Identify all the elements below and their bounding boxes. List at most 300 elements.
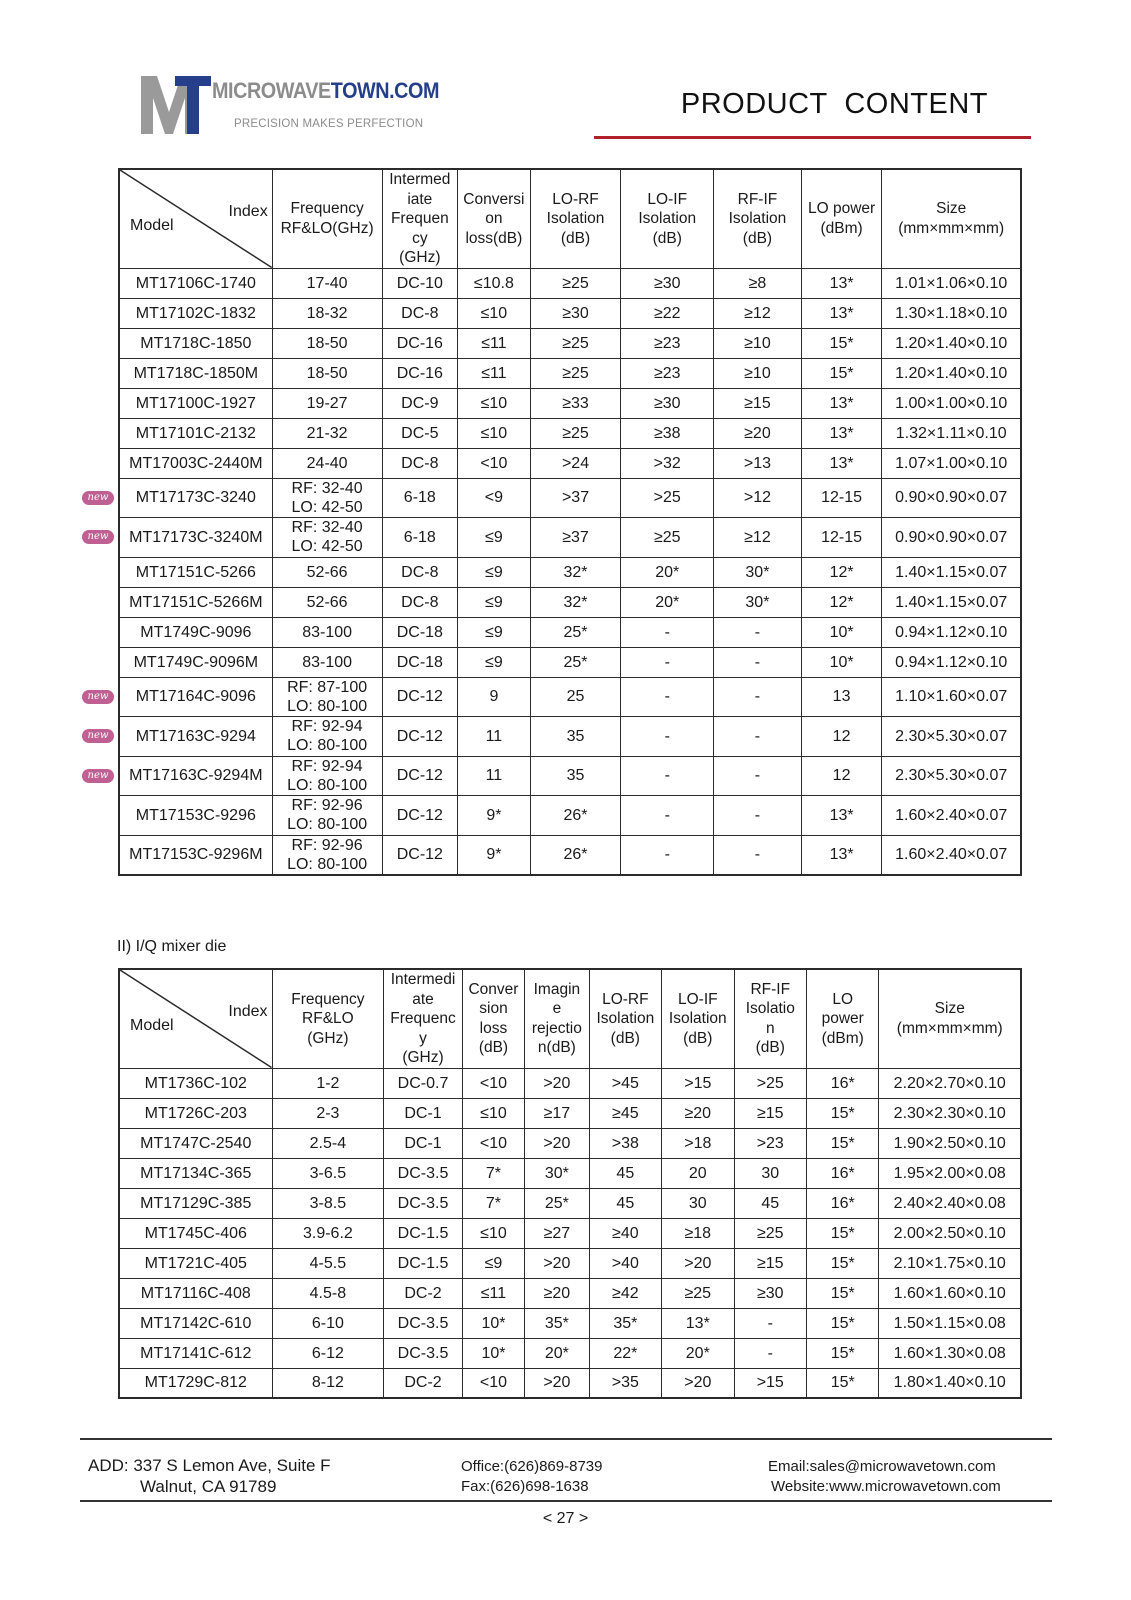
frequency-cell <box>272 617 382 647</box>
cell-lop: 15* <box>807 1308 879 1338</box>
cell-rfif: >12 <box>714 478 802 518</box>
frequency-line: LO: 80-100 <box>287 855 368 873</box>
cell-size: 1.30×1.18×0.10 <box>882 298 1021 328</box>
cell-conv: ≤10 <box>462 1098 524 1128</box>
cell-loif: ≥38 <box>621 418 714 448</box>
model-cell <box>87 756 272 796</box>
column-header-line: LO-IF <box>647 190 688 208</box>
cell-rfif: ≥10 <box>714 358 802 388</box>
cell-rfif: - <box>714 617 802 647</box>
cell-model: MT17116C-408 <box>119 1278 272 1308</box>
cell-conv: ≤10.8 <box>458 268 531 298</box>
cell-if: DC-12 <box>382 796 458 836</box>
cell-conv: ≤9 <box>458 647 531 677</box>
cell-model: MT17142C-610 <box>119 1308 272 1338</box>
cell-lop: 12 <box>801 756 882 796</box>
column-header <box>801 169 882 268</box>
cell-conv: ≤9 <box>458 518 531 558</box>
cell-conv: 9* <box>458 835 531 875</box>
cell-size: 1.00×1.00×0.10 <box>882 388 1021 418</box>
cell-lorf: ≥33 <box>530 388 621 418</box>
cell-loif: >20 <box>662 1248 734 1278</box>
column-header-line: LO-RF <box>552 190 599 208</box>
cell-lorf: 25 <box>530 677 621 717</box>
cell-if: DC-10 <box>382 268 458 298</box>
frequency-line: 21-32 <box>306 424 348 442</box>
column-header-line: Size <box>936 200 967 218</box>
column-header-line: (dBm) <box>821 1029 864 1047</box>
logo-tagline: PRECISION MAKES PERFECTION <box>234 118 424 130</box>
cell-lop: 15* <box>807 1368 879 1398</box>
cell-lorf: >35 <box>589 1368 661 1398</box>
cell-lop: 12 <box>801 717 882 757</box>
column-header-line: loss <box>479 1019 508 1037</box>
cell-if: DC-8 <box>382 557 458 587</box>
new-badge: new <box>82 769 114 783</box>
model-cell <box>119 328 272 358</box>
cell-freq: 4.5-8 <box>272 1278 384 1308</box>
cell-loif: 20 <box>662 1158 734 1188</box>
model-name: MT17153C-9296M <box>129 846 263 863</box>
footer-fax: Fax:(626)698-1638 <box>461 1478 589 1495</box>
cell-lorf: 35 <box>530 717 621 757</box>
model-name: MT17100C-1927 <box>135 394 256 412</box>
cell-if: DC-8 <box>382 448 458 478</box>
column-header <box>621 169 714 268</box>
cell-conv: 11 <box>458 717 531 757</box>
cell-img: 35* <box>525 1308 589 1338</box>
column-header-line: LO power <box>807 200 876 218</box>
model-cell <box>119 268 272 298</box>
cell-model: MT1745C-406 <box>119 1218 272 1248</box>
column-header-line: Frequen <box>390 210 449 227</box>
cell-loif: - <box>621 677 714 717</box>
cell-conv: <10 <box>462 1128 524 1158</box>
column-header-line: cy <box>412 229 428 247</box>
cell-lop: 13 <box>801 677 882 717</box>
frequency-cell <box>272 388 382 418</box>
cell-if: DC-18 <box>382 617 458 647</box>
cell-lorf: ≥25 <box>530 268 621 298</box>
cell-size: 0.94×1.12×0.10 <box>882 647 1021 677</box>
table-row <box>119 756 1021 796</box>
cell-lorf: ≥45 <box>589 1098 661 1128</box>
cell-lop: 15* <box>807 1278 879 1308</box>
table-row <box>119 617 1021 647</box>
cell-loif: - <box>621 796 714 836</box>
cell-size: 1.95×2.00×0.08 <box>879 1158 1021 1188</box>
frequency-line: LO: 80-100 <box>287 697 368 715</box>
cell-lorf: 35 <box>530 756 621 796</box>
column-header-line: RF&LO <box>302 1010 354 1027</box>
footer-address-line1: ADD: 337 S Lemon Ave, Suite F <box>88 1456 331 1475</box>
cell-loif: ≥30 <box>621 268 714 298</box>
model-cell <box>119 298 272 328</box>
column-header-line: (GHz) <box>402 1049 444 1066</box>
cell-lop: 16* <box>807 1068 879 1098</box>
column-header <box>272 969 384 1068</box>
model-cell <box>119 448 272 478</box>
model-cell <box>87 478 272 518</box>
column-header-line: e <box>552 1000 562 1018</box>
cell-size: 1.90×2.50×0.10 <box>879 1128 1021 1158</box>
model-cell <box>119 358 272 388</box>
cell-if: DC-1.5 <box>384 1248 463 1278</box>
cell-img: >20 <box>525 1128 589 1158</box>
cell-if: DC-1.5 <box>384 1218 463 1248</box>
cell-img: >20 <box>525 1068 589 1098</box>
cell-loif: >20 <box>662 1368 734 1398</box>
table-row <box>119 518 1021 558</box>
frequency-cell <box>272 478 382 518</box>
table-row <box>119 298 1021 328</box>
cell-rfif: - <box>714 756 802 796</box>
cell-rfif: - <box>714 835 802 875</box>
header-index-label: Index <box>228 203 268 221</box>
cell-loif: ≥25 <box>621 518 714 558</box>
new-badge: new <box>82 491 114 505</box>
frequency-line: RF: 92-94 <box>291 718 363 736</box>
frequency-line: LO: 42-50 <box>291 498 363 516</box>
page-number: < 27 > <box>542 1510 589 1527</box>
cell-size: 2.10×1.75×0.10 <box>879 1248 1021 1278</box>
footer-address-line2: Walnut, CA 91789 <box>140 1477 277 1496</box>
model-name: MT17003C-2440M <box>129 454 263 472</box>
model-cell <box>87 717 272 757</box>
cell-rfif: 30 <box>734 1158 806 1188</box>
cell-lorf: 25* <box>530 617 621 647</box>
frequency-cell <box>272 448 382 478</box>
cell-loif: ≥22 <box>621 298 714 328</box>
column-header <box>384 969 463 1068</box>
frequency-cell <box>272 518 382 558</box>
cell-if: DC-16 <box>382 328 458 358</box>
table-row <box>119 835 1021 875</box>
cell-size: 0.90×0.90×0.07 <box>882 518 1021 558</box>
cell-lorf: 35* <box>589 1308 661 1338</box>
table-row <box>119 796 1021 836</box>
cell-lorf: ≥25 <box>530 418 621 448</box>
footer-office-phone: Office:(626)869-8739 <box>461 1458 603 1475</box>
table-row <box>119 1308 1021 1338</box>
model-cell <box>119 418 272 448</box>
header-model-label: Model <box>130 1016 174 1034</box>
cell-lorf: 26* <box>530 796 621 836</box>
column-header-line: Isolation <box>596 1010 655 1027</box>
cell-lorf: ≥42 <box>589 1278 661 1308</box>
header-index-model <box>119 969 272 1068</box>
cell-rfif: - <box>714 796 802 836</box>
column-header <box>272 169 382 268</box>
cell-size: 2.40×2.40×0.08 <box>879 1188 1021 1218</box>
cell-freq: 6-12 <box>272 1338 384 1368</box>
cell-if: 6-18 <box>382 518 458 558</box>
cell-rfif: ≥12 <box>714 298 802 328</box>
cell-lorf: >37 <box>530 478 621 518</box>
cell-if: DC-5 <box>382 418 458 448</box>
cell-lorf: ≥40 <box>589 1218 661 1248</box>
cell-rfif: ≥15 <box>734 1098 806 1128</box>
cell-conv: 11 <box>458 756 531 796</box>
table-row <box>119 1338 1021 1368</box>
column-header-line: Intermed <box>389 171 451 188</box>
table-row <box>119 1368 1021 1398</box>
cell-conv: ≤10 <box>458 388 531 418</box>
cell-conv: ≤9 <box>458 587 531 617</box>
cell-model: MT1729C-812 <box>119 1368 272 1398</box>
column-header-line: (dB) <box>652 229 682 247</box>
table-row <box>119 557 1021 587</box>
cell-conv: ≤9 <box>458 557 531 587</box>
cell-lop: 15* <box>801 328 882 358</box>
model-name: MT1749C-9096 <box>140 623 252 641</box>
cell-size: 2.30×2.30×0.10 <box>879 1098 1021 1128</box>
cell-img: >20 <box>525 1248 589 1278</box>
cell-lorf: 25* <box>530 647 621 677</box>
cell-size: 1.60×1.60×0.10 <box>879 1278 1021 1308</box>
frequency-cell <box>272 298 382 328</box>
frequency-line: LO: 42-50 <box>291 538 363 556</box>
cell-size: 1.32×1.11×0.10 <box>882 418 1021 448</box>
column-header-line: (GHz) <box>307 1029 349 1047</box>
cell-lop: 12* <box>801 587 882 617</box>
cell-lop: 10* <box>801 647 882 677</box>
column-header-line: (dB) <box>560 229 591 247</box>
column-header-line: Size <box>934 1000 965 1018</box>
column-header-line: on <box>485 210 503 227</box>
column-header-line: n(dB) <box>537 1039 576 1057</box>
column-header-line: RF-IF <box>750 980 791 998</box>
frequency-cell <box>272 587 382 617</box>
cell-size: 0.90×0.90×0.07 <box>882 478 1021 518</box>
model-cell <box>87 518 272 558</box>
cell-freq: 3-8.5 <box>272 1188 384 1218</box>
cell-lorf: >38 <box>589 1128 661 1158</box>
cell-if: DC-8 <box>382 587 458 617</box>
cell-if: DC-18 <box>382 647 458 677</box>
cell-rfif: - <box>714 717 802 757</box>
column-header-line: RF&LO(GHz) <box>280 219 374 237</box>
cell-if: DC-16 <box>382 358 458 388</box>
column-header-line: (dB) <box>755 1039 785 1057</box>
section-title-iq-mixer: II) I/Q mixer die <box>117 938 227 955</box>
model-name: MT17106C-1740 <box>135 274 256 292</box>
cell-rfif: ≥8 <box>714 268 802 298</box>
cell-lop: 15* <box>807 1218 879 1248</box>
cell-rfif: ≥25 <box>734 1218 806 1248</box>
cell-conv: <10 <box>462 1368 524 1398</box>
column-header-line: (mm×mm×mm) <box>896 1019 1003 1037</box>
cell-conv: ≤10 <box>458 418 531 448</box>
cell-model: MT1721C-405 <box>119 1248 272 1278</box>
column-header <box>882 169 1021 268</box>
cell-freq: 2.5-4 <box>272 1128 384 1158</box>
cell-conv: 10* <box>462 1338 524 1368</box>
column-header-line: Conversi <box>463 190 525 208</box>
table-row <box>119 358 1021 388</box>
cell-loif: >18 <box>662 1128 734 1158</box>
cell-size: 1.07×1.00×0.10 <box>882 448 1021 478</box>
cell-if: DC-9 <box>382 388 458 418</box>
model-cell <box>119 647 272 677</box>
frequency-line: 52-66 <box>306 593 348 611</box>
model-name: MT17173C-3240M <box>129 528 263 546</box>
model-name: MT1718C-1850M <box>133 364 259 382</box>
footer-top-rule <box>80 1438 1052 1440</box>
cell-lop: 12* <box>801 557 882 587</box>
new-badge: new <box>82 690 114 704</box>
cell-loif: - <box>621 717 714 757</box>
frequency-line: 17-40 <box>306 274 348 292</box>
cell-rfif: - <box>734 1308 806 1338</box>
cell-size: 1.50×1.15×0.08 <box>879 1308 1021 1338</box>
column-header-line: Isolation <box>546 210 605 227</box>
cell-rfif: - <box>714 647 802 677</box>
cell-conv: ≤11 <box>458 328 531 358</box>
cell-lop: 13* <box>801 418 882 448</box>
cell-size: 2.30×5.30×0.07 <box>882 756 1021 796</box>
model-name: MT1749C-9096M <box>133 653 259 671</box>
cell-model: MT1736C-102 <box>119 1068 272 1098</box>
column-header-line: Intermedi <box>390 971 456 988</box>
cell-if: DC-12 <box>382 835 458 875</box>
cell-lorf: 45 <box>589 1188 661 1218</box>
cell-if: DC-2 <box>384 1368 463 1398</box>
cell-img: 25* <box>525 1188 589 1218</box>
cell-rfif: 30* <box>714 557 802 587</box>
cell-lop: 13* <box>801 835 882 875</box>
frequency-line: 18-32 <box>306 304 348 322</box>
frequency-line: RF: 92-96 <box>291 797 363 815</box>
cell-model: MT17134C-365 <box>119 1158 272 1188</box>
column-header-line: LO <box>832 990 854 1008</box>
cell-conv: <10 <box>462 1068 524 1098</box>
cell-loif: >25 <box>621 478 714 518</box>
cell-img: 30* <box>525 1158 589 1188</box>
column-header-line: (dB) <box>683 1029 713 1047</box>
column-header-line: (dB) <box>478 1039 509 1057</box>
cell-lorf: >40 <box>589 1248 661 1278</box>
column-header <box>662 969 734 1068</box>
cell-if: DC-3.5 <box>384 1188 463 1218</box>
frequency-line: LO: 80-100 <box>287 776 368 794</box>
frequency-cell <box>272 268 382 298</box>
cell-size: 1.60×1.30×0.08 <box>879 1338 1021 1368</box>
cell-size: 2.20×2.70×0.10 <box>879 1068 1021 1098</box>
table-row <box>119 1068 1021 1098</box>
cell-rfif: >15 <box>734 1368 806 1398</box>
column-header-line: rejectio <box>531 1019 582 1037</box>
cell-lorf: 26* <box>530 835 621 875</box>
cell-freq: 4-5.5 <box>272 1248 384 1278</box>
cell-lorf: 32* <box>530 587 621 617</box>
cell-if: DC-3.5 <box>384 1158 463 1188</box>
cell-rfif: ≥12 <box>714 518 802 558</box>
page-title: PRODUCT CONTENT <box>680 88 988 120</box>
cell-lop: 13* <box>801 796 882 836</box>
cell-loif: ≥25 <box>662 1278 734 1308</box>
cell-if: DC-12 <box>382 717 458 757</box>
cell-rfif: >25 <box>734 1068 806 1098</box>
cell-lop: 13* <box>801 298 882 328</box>
column-header <box>879 969 1021 1068</box>
cell-conv: 7* <box>462 1158 524 1188</box>
footer-email: Email:sales@microwavetown.com <box>768 1458 996 1475</box>
cell-conv: ≤10 <box>458 298 531 328</box>
new-badge: new <box>82 729 114 743</box>
model-cell <box>119 835 272 875</box>
new-badge: new <box>82 530 114 544</box>
table-row <box>119 1218 1021 1248</box>
table-row <box>119 587 1021 617</box>
cell-freq: 3-6.5 <box>272 1158 384 1188</box>
cell-rfif: ≥30 <box>734 1278 806 1308</box>
cell-conv: <10 <box>458 448 531 478</box>
column-header-line: ate <box>412 990 434 1008</box>
cell-if: DC-3.5 <box>384 1338 463 1368</box>
frequency-line: 18-50 <box>306 364 348 382</box>
column-header-line: (mm×mm×mm) <box>898 219 1005 237</box>
table-row <box>119 677 1021 717</box>
cell-conv: ≤10 <box>462 1218 524 1248</box>
cell-size: 1.20×1.40×0.10 <box>882 328 1021 358</box>
cell-lop: 15* <box>807 1248 879 1278</box>
frequency-cell <box>272 418 382 448</box>
frequency-cell <box>272 647 382 677</box>
cell-loif: ≥18 <box>662 1218 734 1248</box>
table-row <box>119 717 1021 757</box>
table-row <box>119 328 1021 358</box>
cell-model: MT1726C-203 <box>119 1098 272 1128</box>
cell-lop: 13* <box>801 268 882 298</box>
cell-size: 1.60×2.40×0.07 <box>882 796 1021 836</box>
model-name: MT1718C-1850 <box>140 334 252 352</box>
cell-model: MT17129C-385 <box>119 1188 272 1218</box>
model-name: MT17163C-9294M <box>129 767 263 785</box>
table-row <box>119 268 1021 298</box>
column-header <box>382 169 458 268</box>
cell-lop: 15* <box>807 1128 879 1158</box>
cell-if: DC-8 <box>382 298 458 328</box>
cell-img: ≥27 <box>525 1218 589 1248</box>
cell-conv: ≤11 <box>458 358 531 388</box>
mixer-die-table <box>87 168 1022 876</box>
cell-conv: <9 <box>458 478 531 518</box>
cell-rfif: ≥15 <box>714 388 802 418</box>
footer-bottom-rule <box>80 1500 1052 1502</box>
cell-lop: 13* <box>801 388 882 418</box>
column-header <box>714 169 802 268</box>
column-header <box>807 969 879 1068</box>
frequency-cell <box>272 796 382 836</box>
cell-rfif: 45 <box>734 1188 806 1218</box>
cell-size: 1.40×1.15×0.07 <box>882 587 1021 617</box>
column-header-line: Isolatio <box>745 1000 795 1018</box>
column-header <box>530 169 621 268</box>
column-header <box>525 969 589 1068</box>
cell-loif: 30 <box>662 1188 734 1218</box>
column-header-line: Frequency <box>290 200 364 218</box>
cell-rfif: >13 <box>714 448 802 478</box>
iq-mixer-die-table <box>118 968 1022 1399</box>
cell-if: DC-1 <box>384 1098 463 1128</box>
column-header-line: (dB) <box>610 1029 640 1047</box>
frequency-line: RF: 32-40 <box>291 479 363 497</box>
cell-lorf: 32* <box>530 557 621 587</box>
column-header-line: (dBm) <box>820 219 863 237</box>
frequency-line: 18-50 <box>306 334 348 352</box>
cell-conv: ≤9 <box>462 1248 524 1278</box>
